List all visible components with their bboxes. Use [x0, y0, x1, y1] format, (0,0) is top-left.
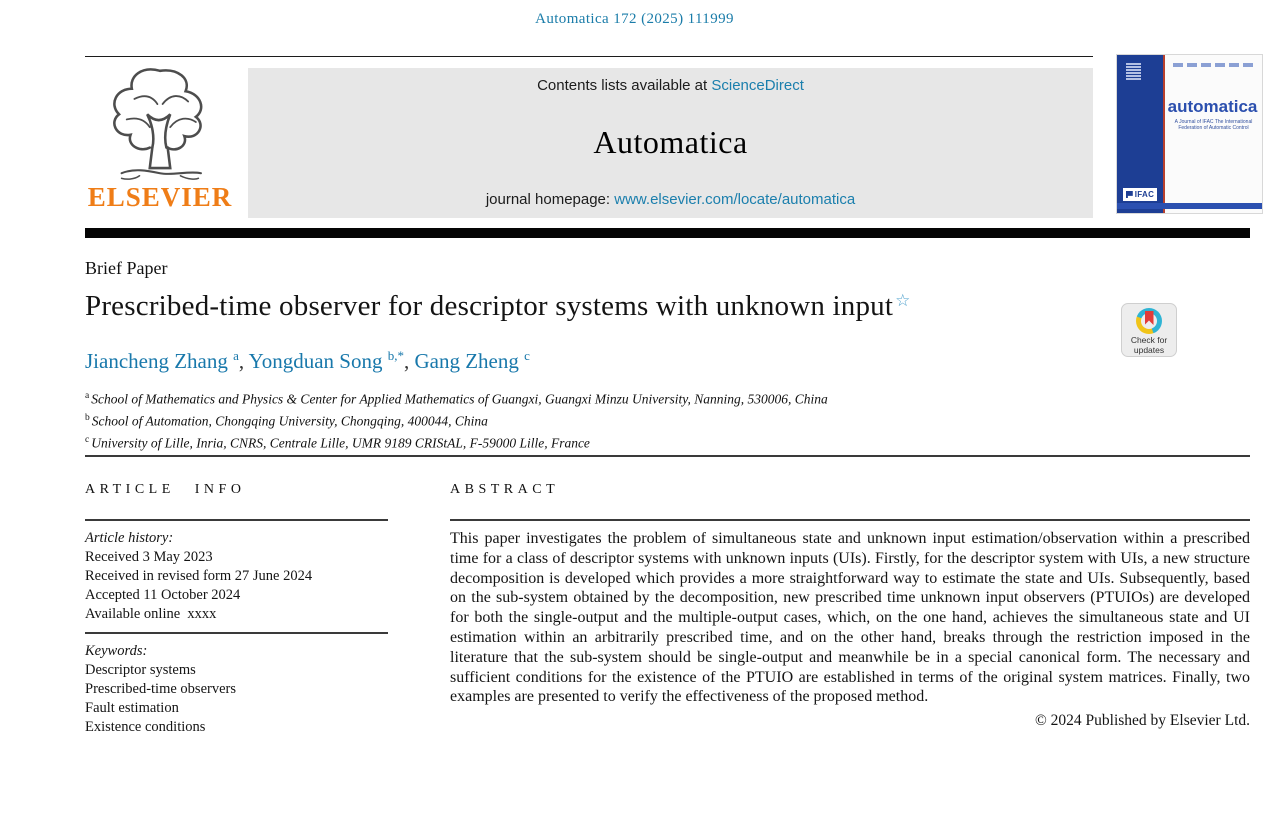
- author[interactable]: [249, 349, 404, 373]
- affiliation-list: [85, 387, 828, 453]
- check-for-updates-badge[interactable]: [1121, 303, 1177, 357]
- author-name: Gang Zheng: [414, 349, 519, 373]
- article-type-label: Brief Paper: [85, 258, 168, 278]
- affiliation-sup: a: [85, 391, 90, 401]
- elsevier-wordmark: ELSEVIER: [87, 182, 233, 212]
- history-accepted: Accepted 11 October 2024: [85, 587, 241, 603]
- author-name: Yongduan Song: [248, 349, 383, 373]
- keyword: Prescribed-time observers: [85, 681, 236, 697]
- affiliation-line: [85, 409, 828, 431]
- cover-red-rule: [1163, 55, 1165, 213]
- ifac-logo: [1123, 188, 1157, 201]
- cover-issue-microtext: [1173, 63, 1256, 67]
- author[interactable]: [85, 349, 239, 373]
- badge-line1: Check for: [1130, 335, 1168, 345]
- author-affil-sup: c: [524, 348, 530, 363]
- history-available-online: Available online xxxx: [85, 606, 217, 622]
- article-history-label: Article history:: [85, 530, 174, 546]
- cover-journal-name: automatica: [1167, 97, 1258, 116]
- article-info-rule: [85, 519, 388, 521]
- keywords-divider-rule: [85, 632, 388, 634]
- homepage-line: [486, 191, 855, 208]
- columns-top-rule: [85, 455, 1250, 457]
- article-info-heading: ARTICLE INFO: [85, 482, 246, 497]
- author[interactable]: [414, 349, 529, 373]
- contents-lists-line: [537, 77, 804, 94]
- history-received: Received 3 May 2023: [85, 549, 213, 565]
- author-separator: ,: [238, 349, 249, 373]
- journal-title: Automatica: [593, 124, 748, 160]
- article-info-column: [85, 482, 388, 737]
- author-name: Jiancheng Zhang: [85, 349, 228, 373]
- affiliation-sup: b: [85, 413, 90, 423]
- sciencedirect-link[interactable]: ScienceDirect: [711, 77, 804, 94]
- ifac-wordmark: IFAC: [1134, 190, 1155, 199]
- affiliation-text: School of Automation, Chongqing University, Chongqing, 400044, China: [91, 413, 488, 429]
- author-affil-sup: b,*: [387, 348, 404, 363]
- affiliation-line: [85, 387, 828, 409]
- ifac-flag-icon: [1126, 191, 1133, 198]
- cover-subtitle: A Journal of IFAC The International Federation of Automatic Control: [1174, 119, 1253, 131]
- keyword: Fault estimation: [85, 700, 179, 716]
- journal-cover-thumbnail: [1117, 55, 1262, 213]
- affiliation-text: School of Mathematics and Physics & Center for Applied Mathematics of Guangxi, Guangxi Minzu University, Nanning, 530006, China: [91, 391, 828, 407]
- crossmark-bookmark-icon: [1145, 311, 1154, 325]
- journal-homepage-link[interactable]: www.elsevier.com/locate/automatica: [614, 191, 856, 208]
- journal-citation-line[interactable]: Automatica 172 (2025) 111999: [535, 11, 734, 27]
- history-revised: Received in revised form 27 June 2024: [85, 568, 313, 584]
- crossmark-ring-icon: [1136, 308, 1162, 334]
- author-separator: ,: [403, 349, 415, 373]
- badge-line2: updates: [1133, 344, 1165, 355]
- affiliation-sup: c: [85, 435, 90, 445]
- keyword: Existence conditions: [85, 719, 206, 735]
- article-title: [85, 290, 911, 323]
- abstract-heading: ABSTRACT: [450, 482, 560, 497]
- header-divider-bar: [85, 228, 1250, 238]
- cover-emblem-icon: [1126, 62, 1141, 81]
- abstract-column: [450, 482, 1250, 730]
- journal-banner: [248, 68, 1093, 218]
- keyword: Descriptor systems: [85, 662, 196, 678]
- affiliation-line: [85, 431, 828, 453]
- author-affil-sup: a: [233, 348, 239, 363]
- copyright-line: © 2024 Published by Elsevier Ltd.: [1035, 712, 1250, 730]
- keywords-label: Keywords:: [85, 643, 148, 659]
- cover-bottom-strip: [1117, 203, 1262, 209]
- elsevier-tree-icon: [96, 60, 224, 184]
- author-list: [85, 348, 530, 374]
- article-title-text: Prescribed-time observer for descriptor systems with unknown input: [85, 290, 894, 322]
- homepage-prefix: journal homepage:: [485, 191, 615, 208]
- contents-prefix: Contents lists available at: [537, 77, 712, 94]
- check-for-updates-label: [1131, 336, 1167, 355]
- abstract-text: This paper investigates the problem of simultaneous state and unknown input estimation/observation within a prescribed time for a class of descriptor systems with unknown inputs (UIs). Firstly, for the descriptor system with UIs, a new structure decomposition is developed which provides a more straightforward way to estimate the state and UIs. Subsequently, based on the sub-system obtained by the decomposition, new prescribed time unknown input observers (PTUIOs) are developed for both the single-output and the multiple-output cases, which, on the one hand, achieves the simultaneous state and UI estimation within an arbitrarily prescribed time, and on the other hand, breaks through the restriction imposed in the literature that the sub-system should be single-output and meanwhile be in a special canonical form. The necessary and sufficient conditions for the existence of the PTUIO are established in terms of the original system matrices. Finally, two examples are presented to verify the effectiveness of the proposed method.: [450, 530, 1250, 706]
- header-top-rule: [85, 56, 1093, 57]
- title-footnote-star-icon[interactable]: ☆: [895, 291, 911, 310]
- affiliation-text: University of Lille, Inria, CNRS, Centrale Lille, UMR 9189 CRIStAL, F-59000 Lille, France: [91, 435, 590, 451]
- elsevier-logo: [85, 60, 235, 218]
- abstract-rule: [450, 519, 1250, 521]
